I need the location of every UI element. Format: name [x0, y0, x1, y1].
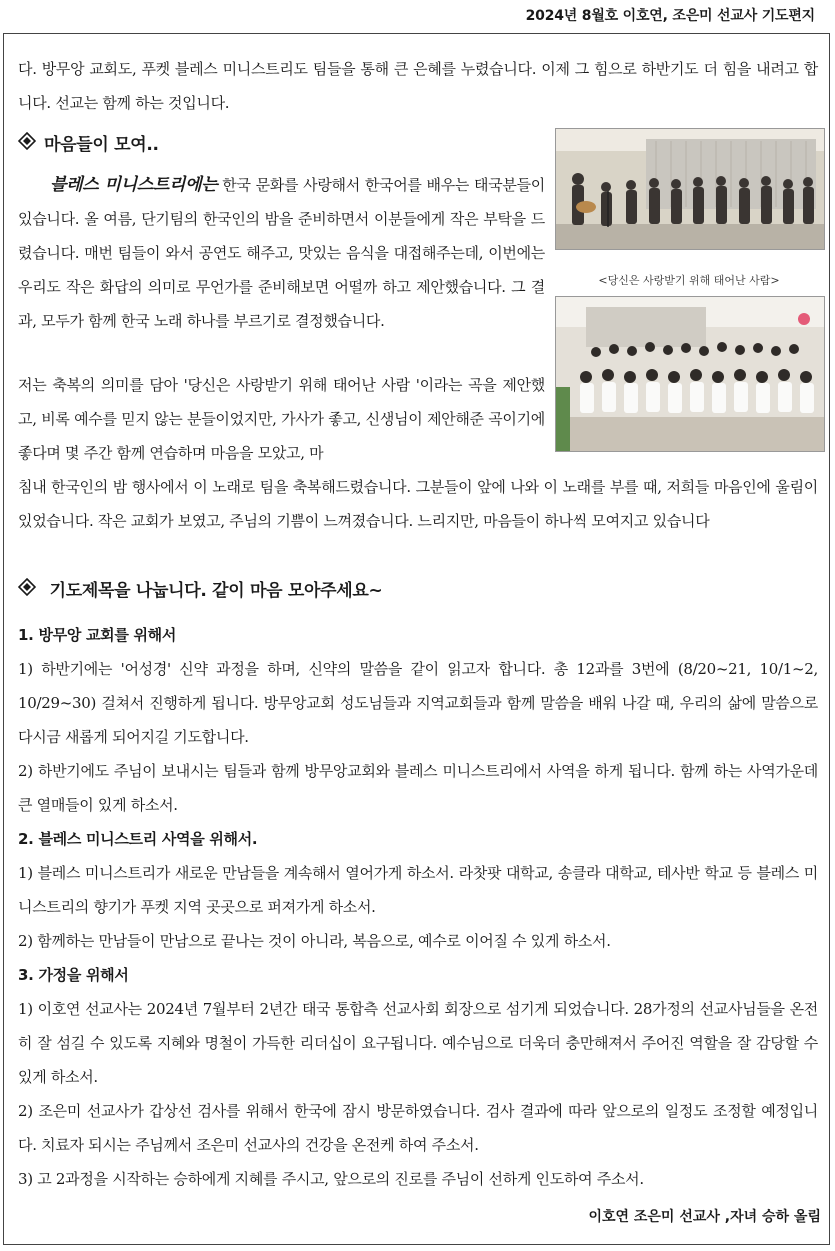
photo-caption: <당신은 사랑받기 위해 태어난 사람>: [598, 274, 780, 287]
section1-paragraph1: [18, 168, 545, 338]
prayer-group-heading: 2. 블레스 미니스트리 사역을 위해서.: [18, 830, 258, 848]
intro-paragraph: [18, 52, 818, 120]
section1-para1-text: 한국 문화를 사랑해서 한국어를 배우는 태국분들이 있습니다. 올 여름, 단기팀의 한국인의 밤을 준비하면서 이분들에게 작은 부탁을 드렸습니다. 매번 팀들이 와서 공연도 해주고, 맛있는 음식을 대접해주는데, 이번에는 우리도 작은 화답의 의미로 무언가를 준비해보면 어떨까 하고 제안했습니다. 그 결과, 모두가 함께 한국 노래 하나를 부르기로 결정했습니다.: [18, 176, 546, 330]
signature: 이호연 조은미 선교사 ,자녀 승하 올림: [588, 1209, 821, 1225]
prayer-item: 1) 하반기에는 '어성경' 신약 과정을 하며, 신약의 말씀을 같이 읽고자 합니다. 총 12과를 3번에 (8/20~21, 10/1~2, 10/29~30) 걸쳐서 진행하게 됩니다. 방무앙교회 성도님들과 지역교회들과 함께 말씀을 배워 나갈 때, 우리의 삶에 말씀으로 다시금 새롭게 되어지길 기도합니다.: [18, 660, 818, 746]
prayer-item: 2) 조은미 선교사가 갑상선 검사를 위해서 한국에 잠시 방문하였습니다. 검사 결과에 따라 앞으로의 일정도 조정할 예정입니다. 치료자 되시는 주님께서 조은미 선교사의 건강을 온전케 하여 주소서.: [18, 1102, 818, 1154]
diamond-bullet-icon: [18, 578, 38, 601]
section1-heading: [18, 130, 159, 155]
section1-paragraph2-wide: [18, 470, 818, 538]
diamond-bullet-icon: [18, 132, 38, 155]
prayer-item: 1) 이호연 선교사는 2024년 7월부터 2년간 태국 통합측 선교사회 회장으로 섬기게 되었습니다. 28가정의 선교사님들을 온전히 잘 섬길 수 있도록 지혜와 명철이 가득한 리더십이 요구됩니다. 예수님으로 더욱더 충만해져서 주어진 역할을 잘 감당할 수 있게 하소서.: [18, 1000, 818, 1086]
prayer-list: [18, 618, 818, 1196]
group-photo: [555, 296, 825, 452]
prayer-item: 2) 하반기에도 주님이 보내시는 팀들과 함께 방무앙교회와 블레스 미니스트리에서 사역을 하게 됩니다. 함께 하는 사역가운데 큰 열매들이 있게 하소서.: [18, 762, 818, 814]
prayer-group-heading: 1. 방무앙 교회를 위해서: [18, 626, 177, 644]
prayer-item: 3) 고 2과정을 시작하는 승하에게 지혜를 주시고, 앞으로의 진로를 주님이 선하게 인도하여 주소서.: [18, 1170, 644, 1188]
prayer-item: 2) 함께하는 만남들이 만남으로 끝나는 것이 아니라, 복음으로, 예수로 이어질 수 있게 하소서.: [18, 932, 611, 950]
ministry-emphasis: 블레스 미니스트리에는: [50, 175, 218, 195]
section2-heading: [18, 576, 382, 601]
prayer-item: 1) 블레스 미니스트리가 새로운 만남들을 계속해서 열어가게 하소서. 라찻팟 대학교, 송클라 대학교, 테사반 학교 등 블레스 미니스트리의 향기가 푸켓 지역 곳곳으로 퍼져가게 하소서.: [18, 864, 818, 916]
choir-photo: [555, 128, 825, 250]
intro-text: 다. 방무앙 교회도, 푸켓 블레스 미니스트리도 팀들을 통해 큰 은혜를 누렸습니다. 이제 그 힘으로 하반기도 더 힘을 내려고 합니다. 선교는 함께 하는 것입니다.: [18, 60, 818, 112]
section1-title: 마음들이 모여..: [44, 135, 159, 155]
section1-para2-narrow-text: 저는 축복의 의미를 담아 '당신은 사랑받기 위해 태어난 사람 '이라는 곡을 제안했고, 비록 예수를 믿지 않는 분들이었지만, 가사가 좋고, 신생님이 제안해준 곡이기에 좋다며 몇 주간 함께 연습하며 마음을 모았고, 마: [18, 376, 545, 462]
letter-header-title: 2024년 8월호 이호연, 조은미 선교사 기도편지: [525, 8, 815, 24]
section2-title: 기도제목을 나눕니다. 같이 마음 모아주세요~: [49, 581, 383, 601]
prayer-group-heading: 3. 가정을 위해서: [18, 966, 129, 984]
section1-paragraph2-narrow: [18, 368, 545, 470]
section1-para2-wide-text: 침내 한국인의 밤 행사에서 이 노래로 팀을 축복해드렸습니다. 그분들이 앞에 나와 이 노래를 부를 때, 저희들 마음인에 울림이 있었습니다. 작은 교회가 보였고, 주님의 기쁨이 느껴졌습니다. 느리지만, 마음들이 하나씩 모여지고 있습니다: [18, 478, 818, 530]
